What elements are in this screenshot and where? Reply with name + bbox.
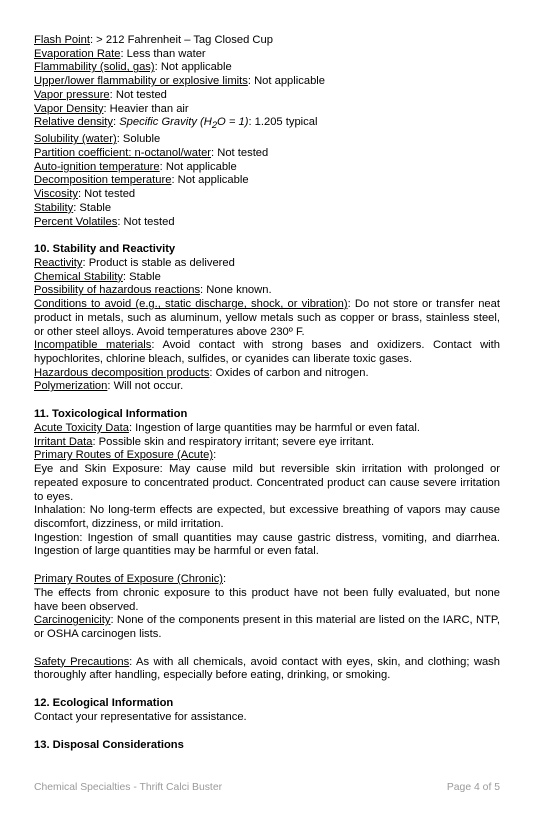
reactivity-line <box>34 257 500 271</box>
chemical-stability-label: Chemical Stability <box>34 270 123 283</box>
routes-chronic-colon: : <box>223 573 227 586</box>
hazardous-reactions-line <box>34 284 500 298</box>
chemical-stability-line <box>34 271 500 285</box>
routes-chronic-label: Primary Routes of Exposure (Chronic) <box>34 573 224 586</box>
prop-value: Not applicable <box>250 75 325 88</box>
carcinogenicity-label: Carcinogenicity <box>34 614 111 627</box>
prop-evaporation-rate: Evaporation Rate: Less than water <box>34 47 206 60</box>
irritant-label: Irritant Data <box>34 435 93 448</box>
hazardous-reactions-label: Possibility of hazardous reactions <box>34 284 201 297</box>
hazardous-reactions-value: : None known. <box>200 284 272 297</box>
prop-label: Flash Point <box>34 34 90 46</box>
prop-value: Stable <box>76 201 112 214</box>
specific-gravity-text <box>116 116 249 131</box>
safety-precautions-value: : As with all chemicals, avoid contact with eyes, skin, and clothing; wash thoroughly after handling, especially before eating, drinking, or smoking. <box>34 655 500 682</box>
eye-skin-paragraph: Eye and Skin Exposure: May cause mild but reversible skin irritation with prolonged or repeated exposure to concentrated product. Concentrated product can cause severe irritation to eyes. <box>34 463 500 503</box>
prop-value: Not tested <box>214 146 269 159</box>
document-body <box>34 34 500 752</box>
conditions-paragraph <box>34 298 500 339</box>
prop-value: Not applicable <box>157 61 232 74</box>
prop-label: Relative density <box>34 116 113 129</box>
reactivity-value: : Product is stable as delivered <box>82 257 235 270</box>
prop-label: Stability <box>34 201 74 214</box>
irritant-line <box>34 436 500 450</box>
prop-flash-point: Flash Point: > 212 Fahrenheit – Tag Closed Cup <box>34 34 273 46</box>
routes-acute-label: Primary Routes of Exposure (Acute) <box>34 449 214 462</box>
conditions-value: : Do not store or transfer neat product in metals, such as aluminum, yellow metals such as copper or brass, stainless steel, or other steel alloys. Avoid temperatures above 230º F. <box>34 298 500 338</box>
prop-label: Vapor pressure <box>34 88 110 101</box>
ingestion-paragraph: Ingestion: Ingestion of small quantities may cause gastric distress, vomiting, and diarrhea. Ingestion of large quantities may be harmful or even fatal. <box>34 531 500 558</box>
carcinogenicity-paragraph <box>34 614 500 641</box>
prop-partition-coefficient: Partition coefficient: n-octanol/water: Not tested <box>34 146 269 159</box>
polymerization-value: : Will not occur. <box>107 380 184 393</box>
reactivity-label: Reactivity <box>34 257 83 270</box>
safety-precautions-paragraph <box>34 656 500 683</box>
prop-auto-ignition: Auto-ignition temperature: Not applicable <box>34 160 237 173</box>
page-footer <box>34 782 500 793</box>
prop-vapor-density: Vapor Density: Heavier than air <box>34 102 189 115</box>
chronic-paragraph: The effects from chronic exposure to this product have not been fully evaluated, but none have been observed. <box>34 586 500 613</box>
ecological-text: Contact your representative for assistance. <box>34 710 247 723</box>
section-11-heading: 11. Toxicological Information <box>34 408 188 421</box>
carcinogenicity-value: : None of the components present in this material are listed on the IARC, NTP, or OSHA carcinogen lists. <box>34 614 500 640</box>
prop-viscosity: Viscosity: Not tested <box>34 188 136 201</box>
prop-solubility: Solubility (water): Soluble <box>34 133 161 146</box>
prop-label: Decomposition temperature <box>34 174 172 187</box>
acute-toxicity-line <box>34 422 500 436</box>
prop-vapor-pressure: Vapor pressure: Not tested <box>34 88 167 101</box>
acute-toxicity-value: : Ingestion of large quantities may be harmful or even fatal. <box>128 421 420 434</box>
inhalation-paragraph: Inhalation: No long-term effects are expected, but excessive breathing of vapors may cause discomfort, dizziness, or mild irritation. <box>34 504 500 530</box>
prop-value: Not applicable <box>162 160 237 173</box>
prop-label: Flammability (solid, gas) <box>34 61 155 74</box>
prop-relative-density: Relative density: Specific Gravity $(H_2O = 1)$: 1.205 typical <box>34 116 318 131</box>
section-10-heading: 10. Stability and Reactivity <box>34 243 176 256</box>
prop-value: Soluble <box>119 133 161 146</box>
prop-label: Evaporation Rate <box>34 47 121 60</box>
decomposition-line <box>34 367 500 381</box>
prop-value: Not applicable <box>174 174 249 187</box>
prop-value: Less than water <box>123 47 206 60</box>
prop-stability: Stability: Stable <box>34 201 112 214</box>
incompatible-paragraph <box>34 339 500 366</box>
prop-value: > 212 Fahrenheit – Tag Closed Cup <box>93 34 273 46</box>
prop-value: Heavier than air <box>106 102 189 115</box>
acute-toxicity-label: Acute Toxicity Data <box>34 421 129 434</box>
prop-percent-volatiles: Percent Volatiles: Not tested <box>34 215 175 228</box>
decomposition-value: : Oxides of carbon and nitrogen. <box>209 366 369 379</box>
section-13-heading: 13. Disposal Considerations <box>34 738 184 751</box>
prop-label: Upper/lower flammability or explosive limits <box>34 75 248 88</box>
prop-label: Viscosity <box>34 188 78 201</box>
footer-product-name: Chemical Specialties - Thrift Calci Buster <box>34 782 223 793</box>
prop-label: Partition coefficient: n-octanol/water <box>34 146 212 159</box>
polymerization-label: Polymerization <box>34 380 108 393</box>
polymerization-line <box>34 380 500 394</box>
subscript-2: 2 <box>211 120 218 131</box>
routes-acute-heading <box>34 449 500 463</box>
prop-value: : 1.205 typical <box>248 116 318 129</box>
safety-precautions-label: Safety Precautions <box>34 655 130 668</box>
prop-value: Not tested <box>112 88 167 101</box>
prop-value: Not tested <box>120 215 175 228</box>
prop-decomposition-temp: Decomposition temperature: Not applicable <box>34 174 249 187</box>
routes-chronic-heading <box>34 573 500 587</box>
section-12-heading: 12. Ecological Information <box>34 697 174 710</box>
prop-label: Vapor Density <box>34 102 104 115</box>
incompatible-value: : Avoid contact with strong bases and oxidizers. Contact with hypochlorites, chlorine bleach, sulfides, or cyanides can liberate toxic gases. <box>34 339 500 366</box>
prop-flammability: Flammability (solid, gas): Not applicable <box>34 61 232 74</box>
incompatible-label: Incompatible materials <box>34 339 152 352</box>
footer-page-number: Page 4 of 5 <box>446 782 500 793</box>
chemical-stability-value: : Stable <box>122 270 161 283</box>
routes-acute-colon: : <box>213 449 217 462</box>
irritant-value: : Possible skin and respiratory irritant; severe eye irritant. <box>92 435 375 448</box>
prop-explosive-limits: Upper/lower flammability or explosive limits: Not applicable <box>34 75 325 88</box>
prop-label: Percent Volatiles <box>34 215 118 228</box>
prop-value: Not tested <box>81 188 136 201</box>
conditions-label: Conditions to avoid (e.g., static discharge, shock, or vibration) <box>34 298 348 311</box>
prop-label: Auto-ignition temperature <box>34 160 160 173</box>
prop-label: Solubility (water) <box>34 133 117 146</box>
sg-post: O = 1) <box>217 116 249 129</box>
decomposition-label: Hazardous decomposition products <box>34 366 210 379</box>
sg-pre: Specific Gravity (H <box>116 116 212 129</box>
